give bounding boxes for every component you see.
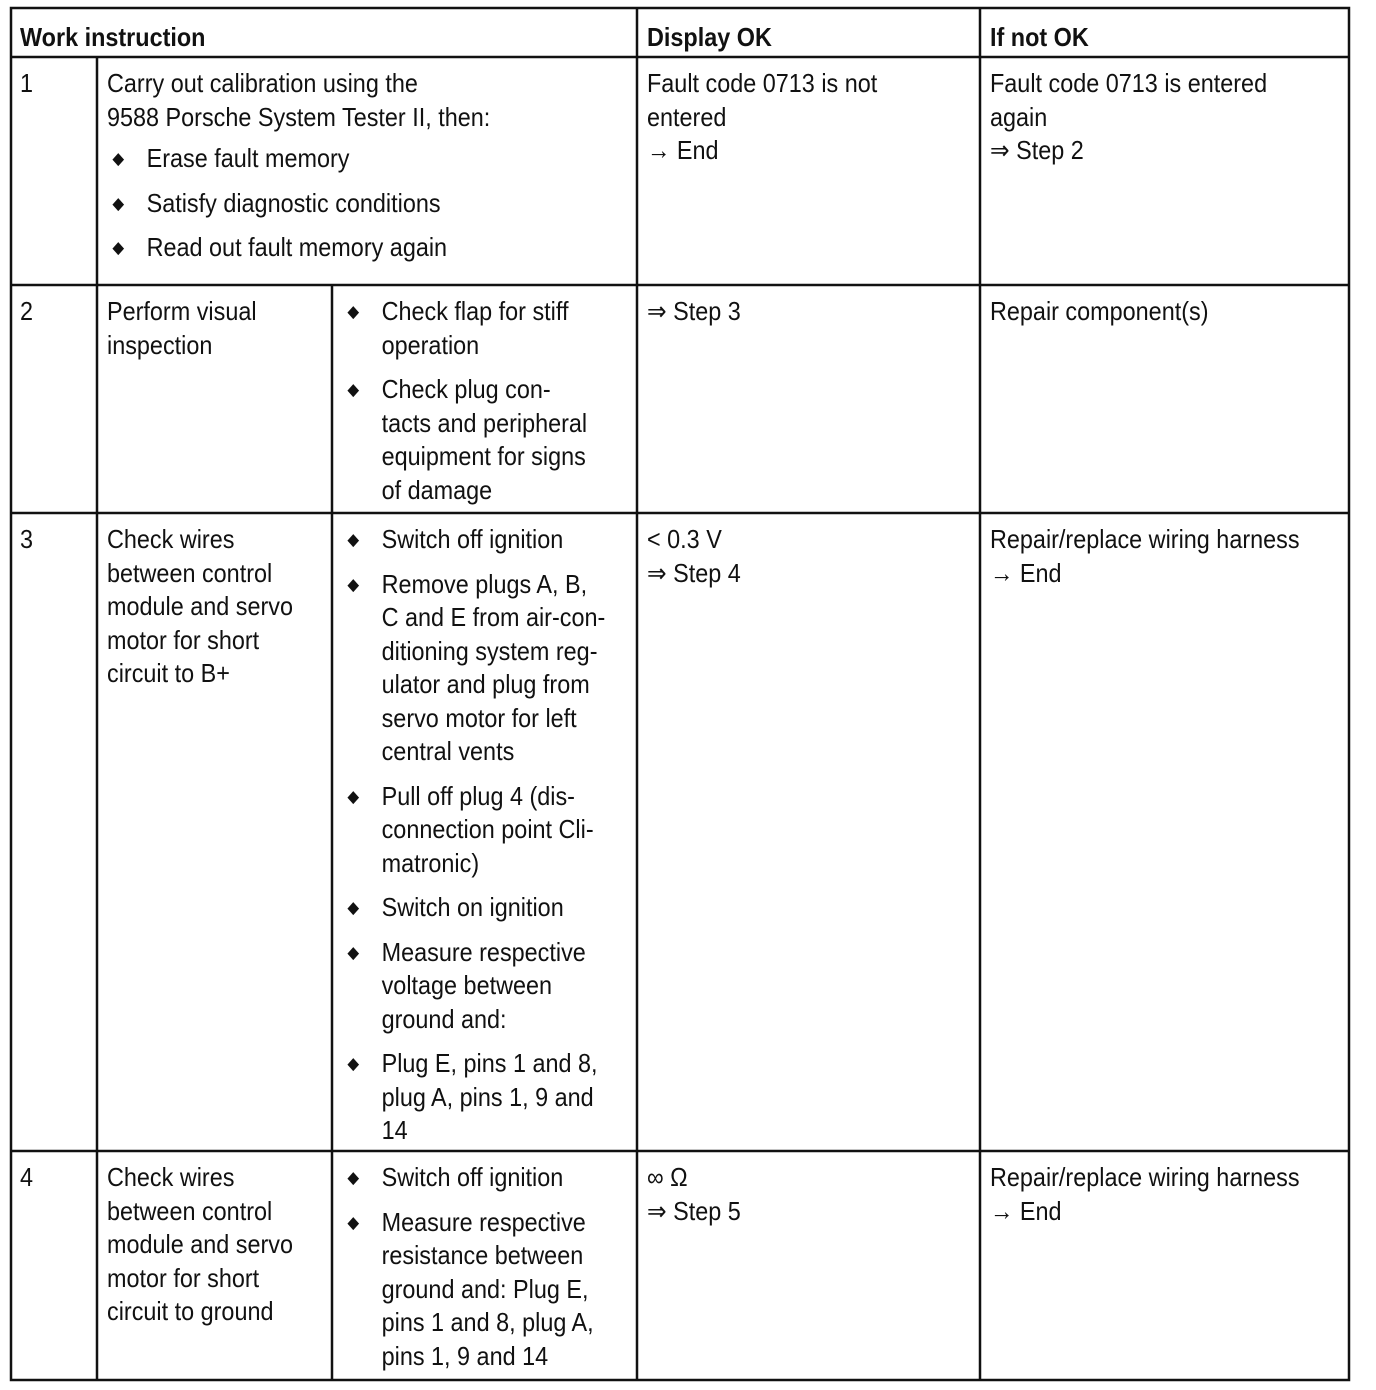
procedure-cell — [333, 513, 614, 1159]
bullet-item — [342, 1161, 594, 1195]
step-number: 2 — [20, 296, 34, 326]
text-line: Check flap for stiff — [381, 296, 569, 326]
text-line: Fault code 0713 is not — [647, 68, 878, 98]
text-line: Check plug con- — [381, 374, 551, 404]
bullet-item — [342, 891, 605, 925]
text-line: < 0.3 V — [647, 524, 722, 554]
text-line: Switch off ignition — [381, 1162, 564, 1192]
diamond-bullet-icon: ◆ — [347, 574, 360, 594]
text-line: Repair/replace wiring harness — [990, 524, 1300, 554]
text-line: again — [990, 101, 1048, 132]
bullet-item — [107, 187, 490, 221]
instruction-cell — [98, 285, 266, 362]
text-line: Plug E, pins 1 and 8, — [381, 1048, 598, 1078]
bullet-list — [342, 1161, 594, 1373]
text-line: plug A, pins 1, 9 and — [381, 1081, 594, 1112]
text-line: Switch on ignition — [381, 892, 564, 922]
bullet-item — [342, 1047, 605, 1148]
text-line: ulator and plug from — [381, 669, 590, 699]
procedure-cell — [333, 1151, 603, 1384]
text-line: operation — [381, 329, 480, 360]
diamond-bullet-icon: ◆ — [347, 530, 360, 549]
bullet-item — [342, 295, 587, 362]
text-line: motor for short — [107, 1262, 260, 1293]
text-line: Measure respective — [381, 936, 586, 967]
text-line: Perform visual — [107, 296, 257, 326]
text-line: Check wires — [107, 524, 235, 554]
diamond-bullet-icon: ◆ — [347, 302, 360, 321]
text-line: ⇒ Step 4 — [647, 557, 741, 588]
header-display-ok: Display OK — [647, 22, 772, 52]
diamond-bullet-icon: ◆ — [347, 898, 360, 917]
if-not-ok-cell — [981, 1151, 1309, 1228]
text-line: connection point Cli- — [381, 814, 594, 844]
text-line: ground and: Plug E, — [381, 1273, 589, 1304]
text-line: ⇒ Step 5 — [647, 1195, 741, 1226]
instruction-cell — [98, 1151, 302, 1329]
text-line: module and servo — [107, 1229, 294, 1259]
diamond-bullet-icon: ◆ — [112, 149, 125, 168]
text-line: Switch off ignition — [381, 524, 564, 554]
text-line: between control — [107, 557, 273, 588]
text-line: pins 1 and 8, plug A, — [381, 1307, 594, 1337]
text-line: Repair/replace wiring harness — [990, 1162, 1300, 1192]
text-line: Erase fault memory — [146, 143, 350, 173]
display-ok-cell — [638, 285, 750, 329]
bullet-item — [342, 373, 587, 507]
bullet-item — [107, 142, 490, 176]
text-line: servo motor for left — [381, 702, 577, 733]
diamond-bullet-icon: ◆ — [347, 1212, 360, 1232]
step-number: 3 — [20, 524, 34, 554]
text-line: ⇒ Step 2 — [990, 135, 1084, 165]
text-line: entered — [647, 101, 727, 132]
text-line: ground and: — [381, 1003, 507, 1034]
step-number: 1 — [20, 68, 34, 98]
text-line: ditioning system reg- — [381, 635, 598, 666]
text-line: equipment for signs — [381, 441, 586, 471]
bullet-list — [342, 295, 587, 507]
display-ok-cell — [638, 57, 886, 168]
text-line: → End — [990, 1195, 1062, 1226]
diamond-bullet-icon: ◆ — [347, 380, 360, 399]
bullet-item — [342, 568, 605, 769]
text-line: Measure respective — [381, 1206, 586, 1237]
if-not-ok-cell — [981, 57, 1276, 168]
text-line: voltage between — [381, 970, 553, 1000]
text-line: ∞ Ω — [647, 1162, 688, 1192]
text-line: resistance between — [381, 1240, 584, 1270]
diamond-bullet-icon: ◆ — [112, 193, 125, 213]
instruction-cell — [98, 513, 302, 691]
text-line: → End — [647, 135, 719, 165]
bullet-item — [342, 780, 605, 881]
text-line: of damage — [381, 474, 493, 505]
display-ok-cell — [638, 513, 750, 590]
diamond-bullet-icon: ◆ — [347, 1054, 360, 1073]
text-line: Fault code 0713 is entered — [990, 68, 1268, 98]
bullet-item — [342, 1206, 594, 1374]
text-line: Remove plugs A, B, — [381, 568, 588, 599]
text-line: Read out fault memory again — [146, 232, 448, 262]
bullet-item — [342, 523, 605, 557]
text-line: → End — [990, 557, 1062, 588]
diamond-bullet-icon: ◆ — [347, 786, 360, 806]
text-line: ⇒ Step 3 — [647, 296, 741, 326]
text-line: pins 1, 9 and 14 — [381, 1340, 549, 1371]
text-line: Satisfy diagnostic conditions — [146, 187, 441, 218]
bullet-item — [342, 936, 605, 1037]
diamond-bullet-icon: ◆ — [112, 238, 125, 257]
text-line: central vents — [381, 736, 515, 766]
text-line: module and servo — [107, 591, 294, 621]
text-line: circuit to ground — [107, 1296, 274, 1326]
text-line: between control — [107, 1195, 273, 1226]
display-ok-cell — [638, 1151, 750, 1228]
text-line: inspection — [107, 329, 213, 360]
bullet-item — [107, 231, 490, 265]
text-line: C and E from air-con- — [381, 602, 606, 632]
text-line: circuit to B+ — [107, 658, 230, 688]
text-line: Check wires — [107, 1162, 235, 1192]
diamond-bullet-icon: ◆ — [347, 942, 360, 962]
text-line: 14 — [381, 1115, 408, 1145]
text-line: 9588 Porsche System Tester II, then: — [107, 101, 491, 132]
bullet-list — [107, 142, 490, 265]
if-not-ok-cell — [981, 513, 1309, 590]
bullet-list — [342, 523, 605, 1148]
text-line: motor for short — [107, 624, 260, 655]
step-number: 4 — [20, 1162, 34, 1192]
diamond-bullet-icon: ◆ — [347, 1168, 360, 1187]
instruction-cell — [98, 57, 499, 276]
text-line: Carry out calibration using the — [107, 68, 418, 98]
if-not-ok-cell — [981, 285, 1218, 329]
text-line: Pull off plug 4 (dis- — [381, 780, 575, 811]
text-line: matronic) — [381, 847, 480, 878]
text-line: tacts and peripheral — [381, 407, 588, 438]
header-work-instruction: Work instruction — [20, 22, 206, 52]
header-if-not-ok: If not OK — [990, 22, 1089, 52]
text-line: Repair component(s) — [990, 296, 1209, 326]
procedure-cell — [333, 285, 596, 518]
